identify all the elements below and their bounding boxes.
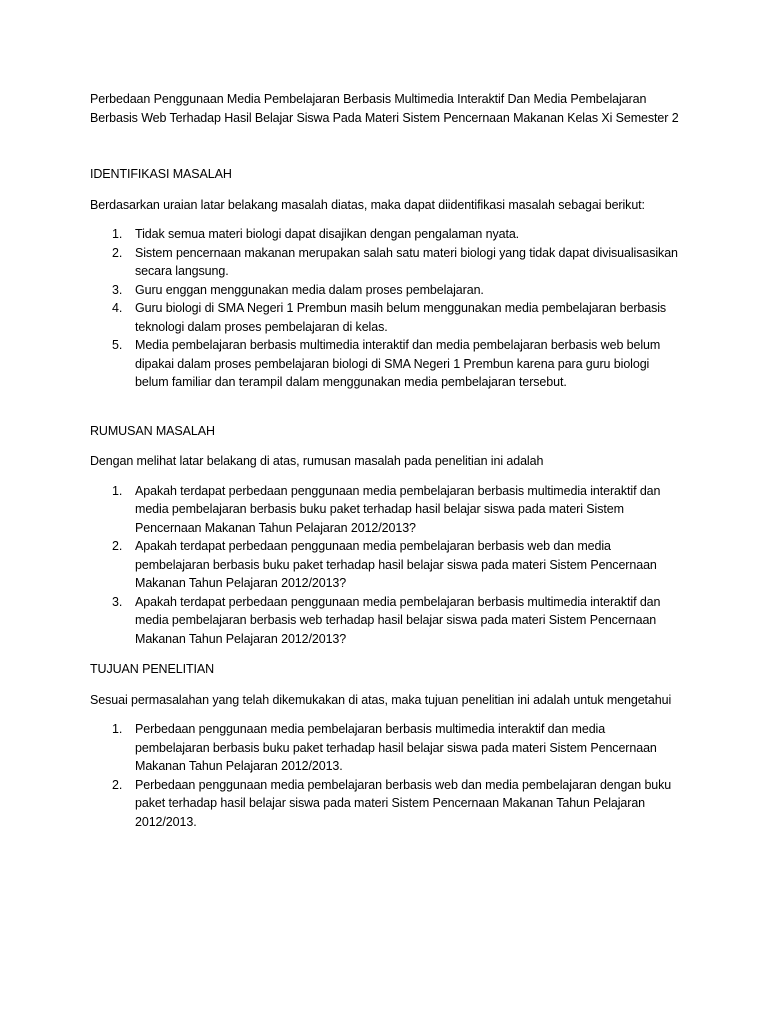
list-item-text: Guru enggan menggunakan media dalam proses pembelajaran. [135,282,484,297]
list-item-text: Perbedaan penggunaan media pembelajaran berbasis web dan media pembelajaran dengan buku paket terhadap hasil belajar siswa pada materi Sistem Pencernaan Makanan Tahun Pelajaran 2012/2013. [135,777,672,829]
list-item-text: Media pembelajaran berbasis multimedia interaktif dan media pembelajaran berbasis web belum dipakai dalam proses pembelajaran biologi di SMA Negeri 1 Prembun karena para guru biologi belum familiar dan terampil dalam menggunakan media pembelajaran tersebut. [135,338,661,389]
list-item [90,720,680,776]
list-item-text: Apakah terdapat perbedaan penggunaan media pembelajaran berbasis multimedia interaktif dan media pembelajaran berbasis web terhadap hasil belajar siswa pada materi Sistem Pencernaan Makanan Tahun Pelajaran 2012/2013? [135,594,661,646]
list-rumusan [90,482,680,649]
section-intro-tujuan: Sesuai permasalahan yang telah dikemukakan di atas, maka tujuan penelitian ini adalah untuk mengetahui [90,692,672,707]
list-item [90,593,680,649]
list-item-number: 2. [112,539,123,553]
list-item [90,225,680,244]
section-intro-identifikasi: Berdasarkan uraian latar belakang masalah diatas, maka dapat diidentifikasi masalah sebagai berikut: [90,197,645,212]
list-item-text: Perbedaan penggunaan media pembelajaran berbasis multimedia interaktif dan media pembelajaran berbasis buku paket terhadap hasil belajar siswa pada materi Sistem Pencernaan Makanan Tahun Pelajaran 2012/2013. [135,722,657,773]
list-item-number: 1. [112,227,123,241]
section-heading-identifikasi: IDENTIFIKASI MASALAH [90,167,232,181]
list-item [90,776,680,832]
list-item-number: 2. [112,245,123,260]
list-item-number: 4. [112,301,123,315]
section-intro-rumusan: Dengan melihat latar belakang di atas, rumusan masalah pada penelitian ini adalah [90,454,544,468]
list-item-text: Apakah terdapat perbedaan penggunaan media pembelajaran berbasis web dan media pembelajaran berbasis buku paket terhadap hasil belajar siswa pada materi Sistem Pencernaan Makanan Tahun Pelajaran 2012/2013? [135,539,657,590]
section-heading-rumusan: RUMUSAN MASALAH [90,423,215,438]
list-item [90,336,680,392]
list-item-text: Guru biologi di SMA Negeri 1 Prembun masih belum menggunakan media pembelajaran berbasis teknologi dalam proses pembelajaran di kelas. [135,301,667,334]
list-item [90,281,680,300]
section-heading-tujuan: TUJUAN PENELITIAN [90,662,215,676]
list-item-number: 2. [112,777,123,792]
list-item [90,299,680,336]
list-item-number: 3. [112,282,123,297]
list-item-text: Sistem pencernaan makanan merupakan salah satu materi biologi yang tidak dapat divisualisasikan secara langsung. [135,245,678,278]
document-title: Perbedaan Penggunaan Media Pembelajaran Berbasis Multimedia Interaktif Dan Media Pembelajaran Berbasis Web Terhadap Hasil Belajar Siswa Pada Materi Sistem Pencernaan Makanan Kelas Xi Semester 2 [90,92,679,125]
list-item-text: Apakah terdapat perbedaan penggunaan media pembelajaran berbasis multimedia interaktif dan media pembelajaran berbasis buku paket terhadap hasil belajar siswa pada materi Sistem Pencernaan Makanan Tahun Pelajaran 2012/2013? [135,483,661,535]
list-item-text: Tidak semua materi biologi dapat disajikan dengan pengalaman nyata. [135,227,520,241]
list-item-number: 1. [112,483,123,498]
document-page [90,90,680,831]
list-item-number: 1. [112,722,123,736]
list-item [90,244,680,281]
list-item [90,482,680,538]
list-identifikasi [90,225,680,392]
list-tujuan [90,720,680,831]
list-item-number: 5. [112,338,123,352]
list-item-number: 3. [112,594,123,609]
list-item [90,537,680,593]
